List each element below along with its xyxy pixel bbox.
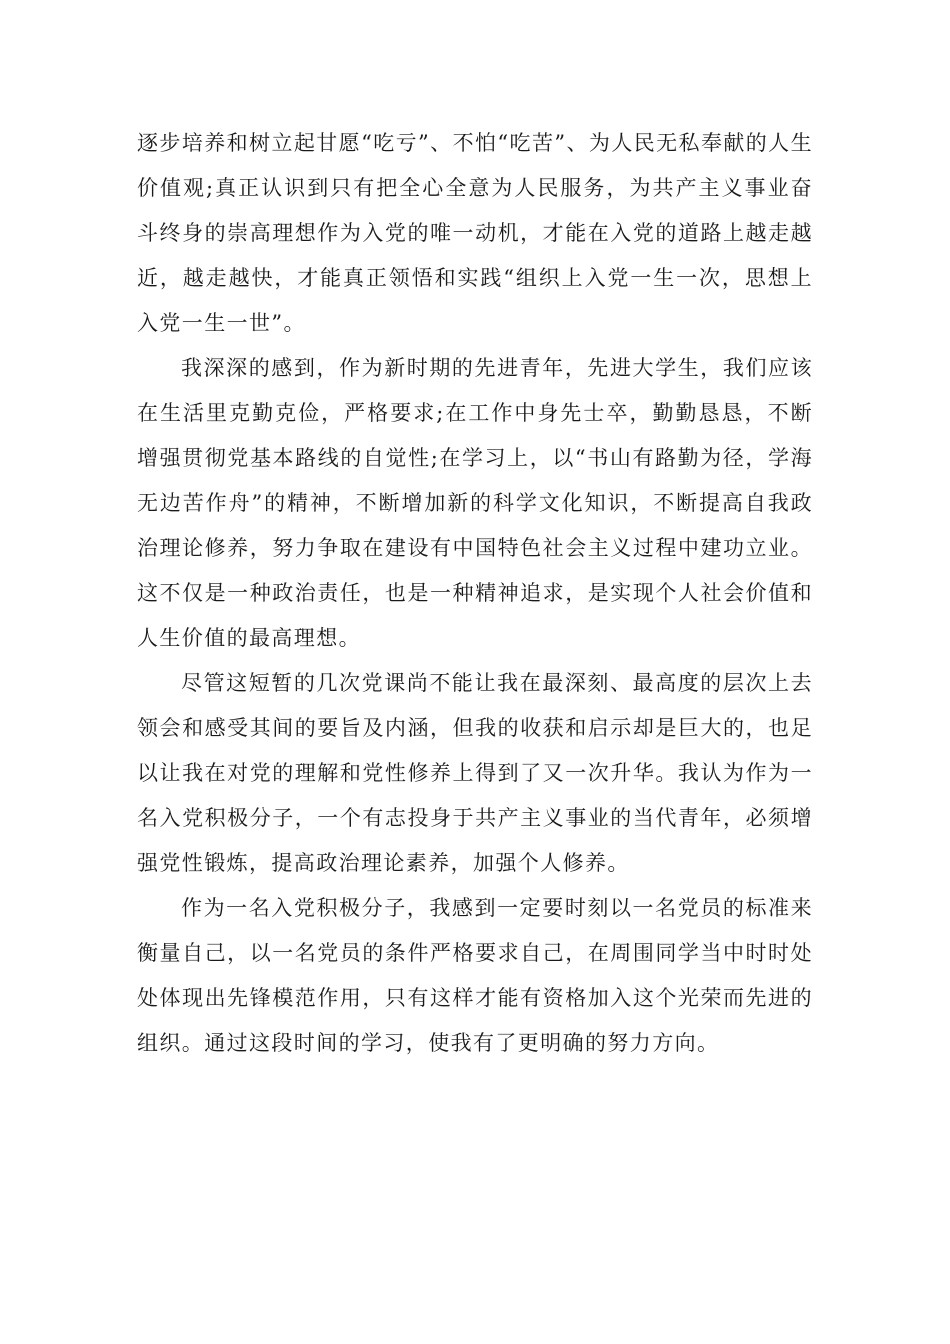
paragraph: 作为一名入党积极分子，我感到一定要时刻以一名党员的标准来衡量自己，以一名党员的条件严格要求自己，在周围同学当中时时处处体现出先锋模范作用，只有这样才能有资格加入这个光荣而先进的组织。通过这段时间的学习，使我有了更明确的努力方向。 bbox=[137, 896, 813, 1055]
paragraph: 尽管这短暂的几次党课尚不能让我在最深刻、最高度的层次上去领会和感受其间的要旨及内涵，但我的收获和启示却是巨大的，也足以让我在对党的理解和党性修养上得到了又一次升华。我认为作为一名入党积极分子，一个有志投身于共产主义事业的当代青年，必须增强党性锻炼，提高政治理论素养，加强个人修养。 bbox=[137, 671, 813, 875]
paragraph: 我深深的感到，作为新时期的先进青年，先进大学生，我们应该在生活里克勤克俭，严格要求;在工作中身先士卒，勤勤恳恳，不断增强贯彻党基本路线的自觉性;在学习上，以“书山有路勤为径，学海无边苦作舟”的精神，不断增加新的科学文化知识，不断提高自我政治理论修养，努力争取在建设有中国特色社会主义过程中建功立业。这不仅是一种政治责任，也是一种精神追求，是实现个人社会价值和人生价值的最高理想。 bbox=[137, 356, 813, 650]
document-body bbox=[137, 121, 813, 1066]
paragraph-continuation: 逐步培养和树立起甘愿“吃亏”、不怕“吃苦”、为人民无私奉献的人生价值观;真正认识到只有把全心全意为人民服务，为共产主义事业奋斗终身的崇高理想作为入党的唯一动机，才能在入党的道路上越走越近，越走越快，才能真正领悟和实践“组织上入党一生一次，思想上入党一生一世”。 bbox=[137, 131, 813, 335]
